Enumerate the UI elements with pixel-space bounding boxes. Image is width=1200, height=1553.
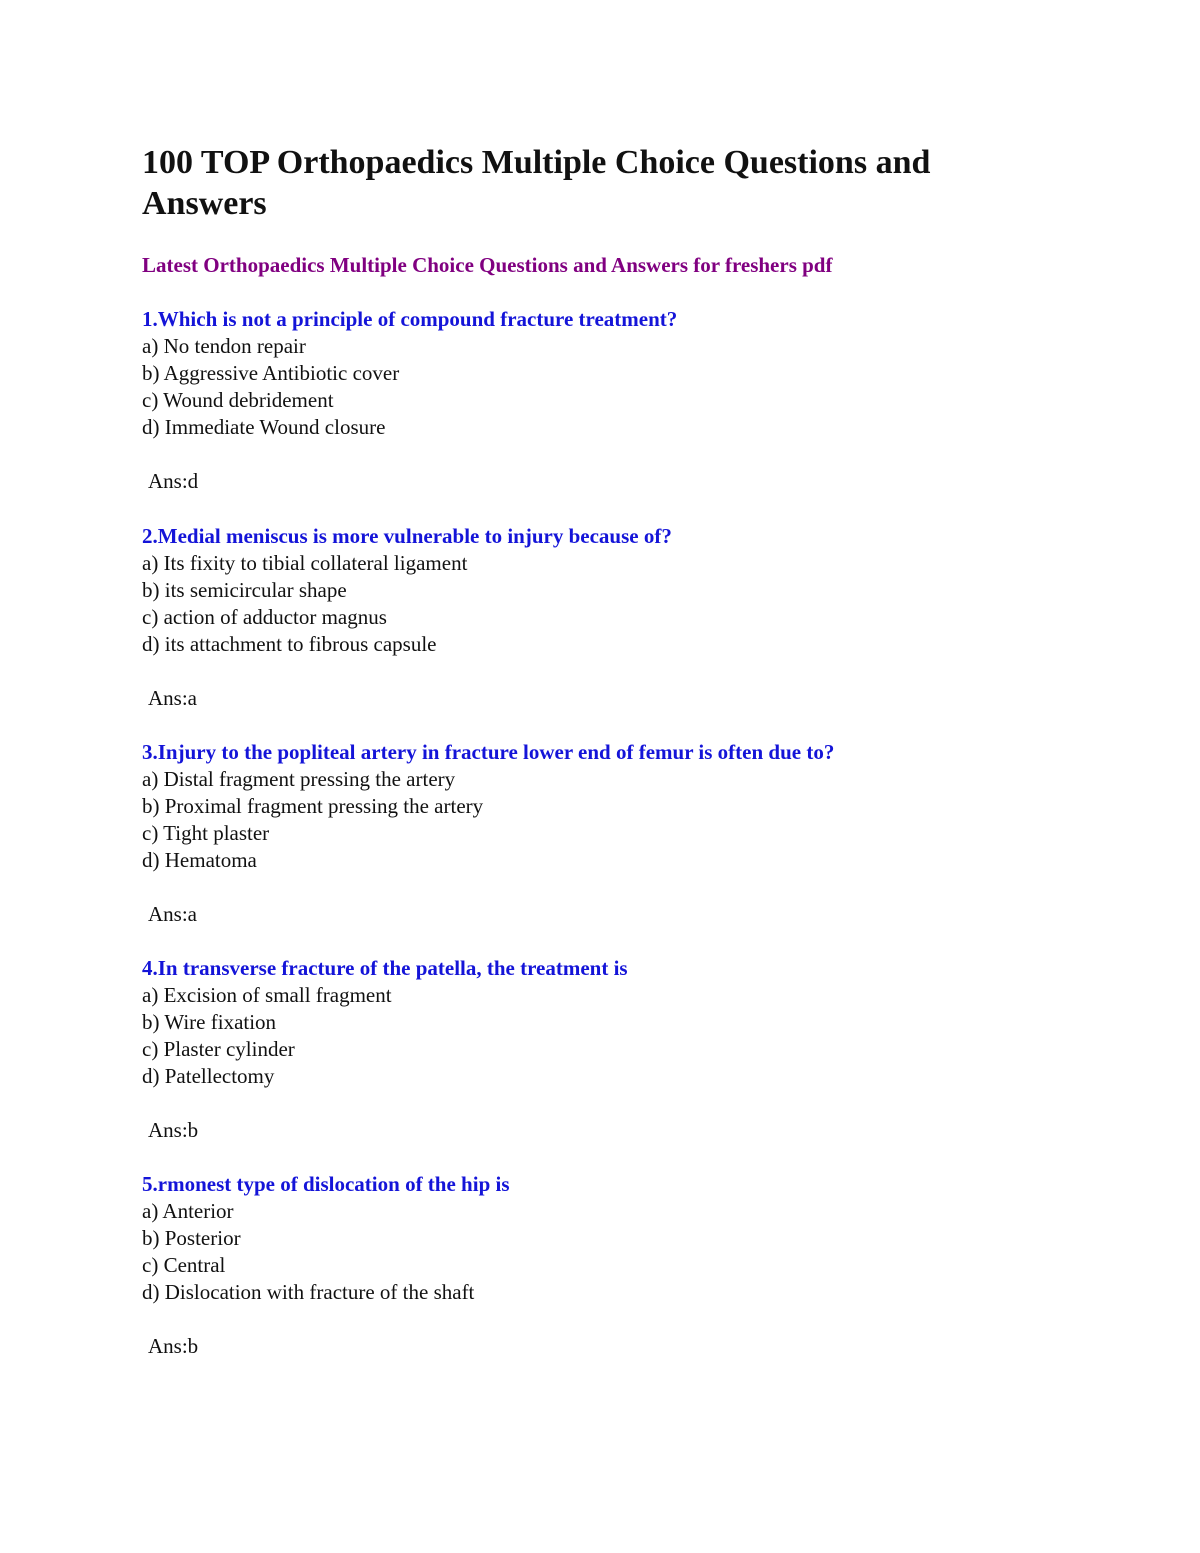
answer-text: Ans:b — [148, 1118, 199, 1142]
option-a: a) Anterior — [142, 1199, 234, 1223]
option-c: c) Plaster cylinder — [142, 1037, 295, 1061]
option-c: c) Wound debridement — [142, 388, 334, 412]
question-block — [142, 306, 1042, 495]
option-a: a) Distal fragment pressing the artery — [142, 767, 456, 791]
question-block — [142, 523, 1042, 712]
option-a: a) No tendon repair — [142, 334, 306, 358]
option-c: c) Central — [142, 1253, 226, 1277]
answer-text: Ans:a — [148, 902, 197, 926]
question-block — [142, 739, 1042, 928]
option-d: d) Immediate Wound closure — [142, 415, 386, 439]
option-c: c) action of adductor magnus — [142, 605, 387, 629]
option-b: b) Proximal fragment pressing the artery — [142, 794, 484, 818]
page-subtitle: Latest Orthopaedics Multiple Choice Questions and Answers for freshers pdf — [142, 253, 833, 277]
question-text: 3.Injury to the popliteal artery in fracture lower end of femur is often due to? — [142, 740, 835, 764]
option-d: d) Hematoma — [142, 848, 257, 872]
question-text: 2.Medial meniscus is more vulnerable to injury because of? — [142, 524, 672, 548]
answer-text: Ans:a — [148, 686, 197, 710]
option-b: b) Posterior — [142, 1226, 241, 1250]
question-text: 4.In transverse fracture of the patella, the treatment is — [142, 956, 628, 980]
option-d: d) Dislocation with fracture of the shaft — [142, 1280, 475, 1304]
answer-text: Ans:d — [148, 469, 199, 493]
option-d: d) Patellectomy — [142, 1064, 275, 1088]
option-b: b) its semicircular shape — [142, 578, 347, 602]
option-d: d) its attachment to fibrous capsule — [142, 632, 437, 656]
question-text: 1.Which is not a principle of compound fracture treatment? — [142, 307, 678, 331]
option-b: b) Wire fixation — [142, 1010, 277, 1034]
option-a: a) Its fixity to tibial collateral ligament — [142, 551, 468, 575]
page-title: 100 TOP Orthopaedics Multiple Choice Questions and Answers — [142, 144, 931, 222]
option-a: a) Excision of small fragment — [142, 983, 392, 1007]
question-block — [142, 955, 1042, 1144]
answer-text: Ans:b — [148, 1334, 199, 1358]
question-block — [142, 1171, 1042, 1360]
option-b: b) Aggressive Antibiotic cover — [142, 361, 400, 385]
option-c: c) Tight plaster — [142, 821, 270, 845]
question-text: 5.rmonest type of dislocation of the hip is — [142, 1172, 510, 1196]
